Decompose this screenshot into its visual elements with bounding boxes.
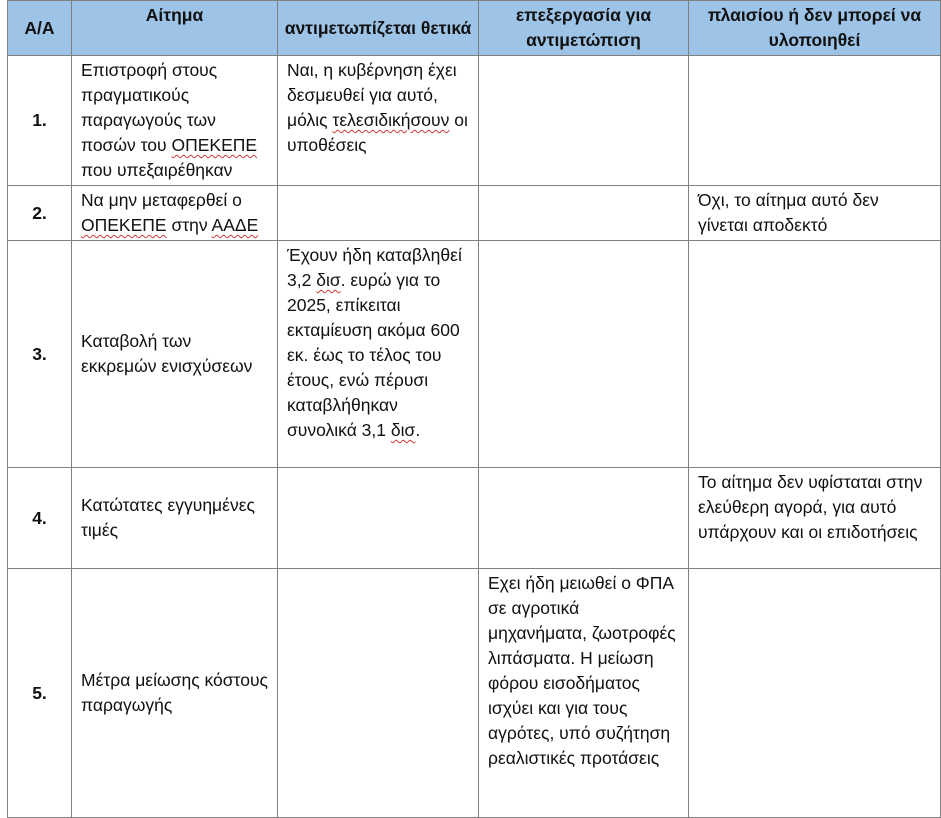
table-row	[8, 468, 941, 569]
request-cell: Επιστροφή στους πραγματικούς παραγωγούς των ποσών του ΟΠΕΚΕΠΕ που υπεξαιρέθηκαν	[72, 56, 278, 186]
header-request: Αίτημα	[72, 1, 278, 56]
header-processing: επεξεργασία για αντιμετώπιση	[479, 1, 689, 56]
request-cell: Κατώτατες εγγυημένες τιμές	[72, 468, 278, 569]
processing-cell	[479, 56, 689, 186]
row-number: 1.	[8, 56, 72, 186]
header-rejected: πλαισίου ή δεν μπορεί να υλοποιηθεί	[689, 1, 941, 56]
table-row	[8, 56, 941, 186]
row-number: 2.	[8, 186, 72, 241]
rejected-cell	[689, 569, 941, 818]
processing-cell	[479, 468, 689, 569]
positive-cell	[278, 186, 479, 241]
table-row	[8, 569, 941, 818]
processing-cell	[479, 241, 689, 468]
table-row	[8, 186, 941, 241]
rejected-cell: Όχι, το αίτημα αυτό δεν γίνεται αποδεκτό	[689, 186, 941, 241]
processing-cell	[479, 186, 689, 241]
row-number: 4.	[8, 468, 72, 569]
positive-cell	[278, 569, 479, 818]
row-number: 5.	[8, 569, 72, 818]
processing-cell: Εχει ήδη μειωθεί ο ΦΠΑ σε αγροτικά μηχανήματα, ζωοτροφές λιπάσματα. Η μείωση φόρου εισοδήματος ισχύει και για τους αγρότες, υπό συζήτηση ρεαλιστικές προτάσεις	[479, 569, 689, 818]
rejected-cell	[689, 56, 941, 186]
positive-cell	[278, 468, 479, 569]
request-cell: Να μην μεταφερθεί ο ΟΠΕΚΕΠΕ στην ΑΑΔΕ	[72, 186, 278, 241]
header-aa: Α/Α	[8, 1, 72, 56]
header-positive: αντιμετωπίζεται θετικά	[278, 1, 479, 56]
table-row	[8, 241, 941, 468]
rejected-cell	[689, 241, 941, 468]
request-cell: Καταβολή των εκκρεμών ενισχύσεων	[72, 241, 278, 468]
demands-table	[7, 0, 941, 818]
positive-cell: Ναι, η κυβέρνηση έχει δεσμευθεί για αυτό, μόλις τελεσιδικήσουν οι υποθέσεις	[278, 56, 479, 186]
request-cell: Μέτρα μείωσης κόστους παραγωγής	[72, 569, 278, 818]
rejected-cell: Το αίτημα δεν υφίσταται στην ελεύθερη αγορά, για αυτό υπάρχουν και οι επιδοτήσεις	[689, 468, 941, 569]
positive-cell: Έχουν ήδη καταβληθεί 3,2 δισ. ευρώ για το 2025, επίκειται εκταμίευση ακόμα 600 εκ. έως το τέλος του έτους, ενώ πέρυσι καταβλήθηκαν συνολικά 3,1 δισ.	[278, 241, 479, 468]
row-number: 3.	[8, 241, 72, 468]
header-row	[8, 1, 941, 56]
